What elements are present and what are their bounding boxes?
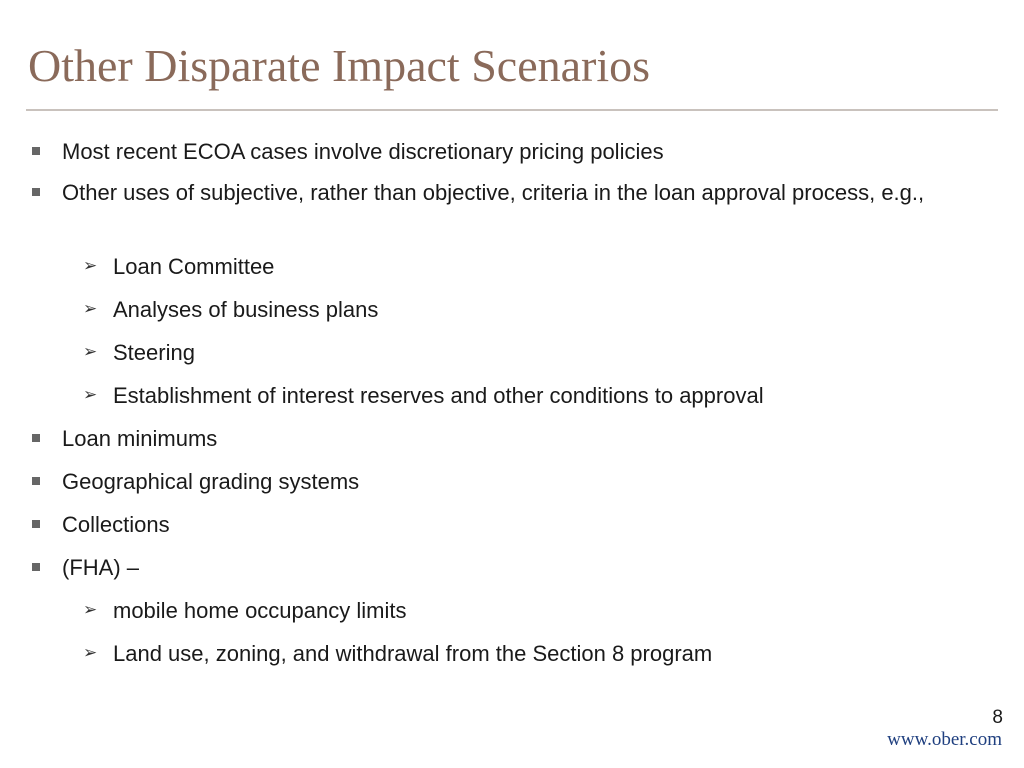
sub-bullet-item [83, 337, 993, 368]
sub-bullet-text: Establishment of interest reserves and other conditions to approval [113, 383, 764, 408]
square-bullet-icon [32, 563, 40, 571]
arrow-bullet-icon: ➢ [83, 342, 98, 362]
bullet-item [62, 177, 982, 208]
bullet-item [62, 509, 982, 540]
square-bullet-icon [32, 520, 40, 528]
square-bullet-icon [32, 188, 40, 196]
sub-bullet-text: Steering [113, 340, 195, 365]
bullet-text: Other uses of subjective, rather than objective, criteria in the loan approval process, e.g., [62, 180, 925, 205]
sub-bullet-item [83, 595, 993, 626]
bullet-item [62, 552, 982, 583]
bullet-item [62, 466, 982, 497]
title-divider [26, 109, 998, 111]
sub-bullet-text: mobile home occupancy limits [113, 598, 407, 623]
arrow-bullet-icon: ➢ [83, 385, 98, 405]
square-bullet-icon [32, 434, 40, 442]
page-number: 8 [992, 707, 1003, 728]
slide-title: Other Disparate Impact Scenarios [28, 40, 651, 91]
sub-bullet-item [83, 251, 993, 282]
bullet-text: (FHA) – [62, 555, 139, 580]
bullet-text: Loan minimums [62, 426, 218, 451]
sub-bullet-text: Analyses of business plans [113, 297, 379, 322]
arrow-bullet-icon: ➢ [83, 600, 98, 620]
bullet-item [62, 423, 982, 454]
sub-bullet-item [83, 294, 993, 325]
arrow-bullet-icon: ➢ [83, 299, 98, 319]
sub-bullet-text: Land use, zoning, and withdrawal from the Section 8 program [113, 641, 713, 666]
arrow-bullet-icon: ➢ [83, 256, 98, 276]
square-bullet-icon [32, 147, 40, 155]
arrow-bullet-icon: ➢ [83, 643, 98, 663]
sub-bullet-item [83, 380, 993, 411]
sub-bullet-text: Loan Committee [113, 254, 275, 279]
bullet-text: Collections [62, 512, 170, 537]
bullet-text: Most recent ECOA cases involve discretionary pricing policies [62, 139, 664, 164]
sub-bullet-item [83, 638, 993, 669]
bullet-text: Geographical grading systems [62, 469, 360, 494]
footer-url: www.ober.com [887, 729, 1002, 750]
square-bullet-icon [32, 477, 40, 485]
bullet-item [62, 136, 982, 167]
